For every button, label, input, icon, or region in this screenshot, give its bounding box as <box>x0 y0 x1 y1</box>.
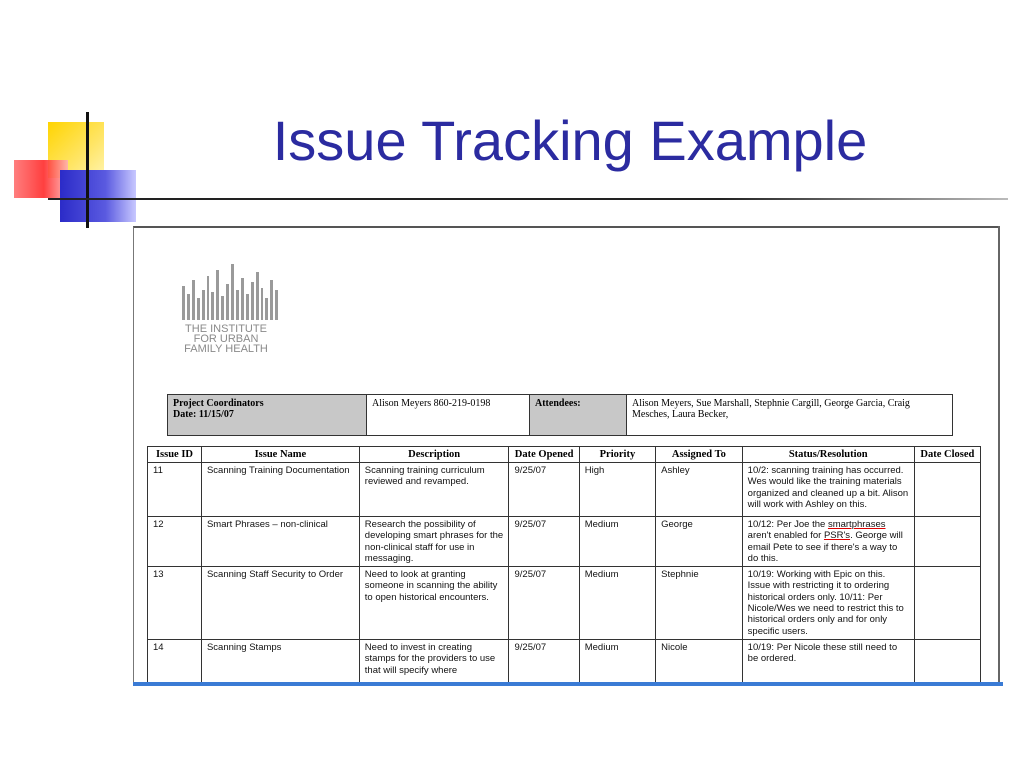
document-image <box>133 226 998 684</box>
cell-status <box>742 517 914 567</box>
logo-text-line3: FAMILY HEALTH <box>184 343 268 355</box>
cell-priority: Medium <box>579 517 655 567</box>
title-underline <box>48 198 1008 200</box>
meeting-header <box>167 394 953 436</box>
col-header-issue-name: Issue Name <box>201 447 359 463</box>
cell-date-opened: 9/25/07 <box>509 463 579 517</box>
cell-status: 10/2: scanning training has occurred. Wes would like the training materials organized and cleaned up a bit. Alison will work with Ashley on this. <box>742 463 914 517</box>
table-header-row <box>148 447 981 463</box>
coordinator-contact: Alison Meyers 860-219-0198 <box>367 395 530 435</box>
cell-date-closed <box>914 463 980 517</box>
status-text-part: 10/12: Per Joe the <box>747 519 828 530</box>
cell-priority: High <box>579 463 655 517</box>
document-bottom-edge <box>133 682 1003 686</box>
cell-issue-id: 12 <box>148 517 202 567</box>
table-row <box>148 567 981 640</box>
attendees-label: Attendees: <box>530 395 627 435</box>
date-label: Date: 11/15/07 <box>173 409 234 420</box>
cell-date-opened: 9/25/07 <box>509 517 579 567</box>
cell-priority: Medium <box>579 639 655 683</box>
logo-text-line1: THE INSTITUTE <box>185 323 267 335</box>
cell-issue-id: 11 <box>148 463 202 517</box>
cell-assigned-to: Ashley <box>656 463 743 517</box>
cell-description: Scanning training curriculum reviewed and revamped. <box>359 463 509 517</box>
cell-description: Research the possibility of developing smart phrases for the non-clinical staff for use in messaging. <box>359 517 509 567</box>
status-text-part: aren't enabled for <box>747 530 824 542</box>
cell-status: 10/19: Per Nicole these still need to be ordered. <box>742 639 914 683</box>
cell-issue-name: Smart Phrases – non-clinical <box>201 517 359 567</box>
cell-priority: Medium <box>579 567 655 640</box>
cell-date-opened: 9/25/07 <box>509 639 579 683</box>
decor-blue-square <box>60 170 136 222</box>
logo-text-line2: FOR URBAN <box>193 333 259 345</box>
cell-assigned-to: Nicole <box>656 639 743 683</box>
cell-status: 10/19: Working with Epic on this. Issue with restricting it to ordering historical orders only. 10/11: Per Nicole/Wes we need to restrict this to historical orders only and for only specific users. <box>742 567 914 640</box>
cell-issue-name: Scanning Training Documentation <box>201 463 359 517</box>
col-header-assigned-to: Assigned To <box>656 447 743 463</box>
cell-date-closed <box>914 639 980 683</box>
cell-issue-id: 13 <box>148 567 202 640</box>
cell-issue-name: Scanning Stamps <box>201 639 359 683</box>
decor-vertical-line <box>86 112 89 228</box>
status-text-part: . George will email Pete to see if there's a way to do this. <box>747 530 903 564</box>
cell-issue-name: Scanning Staff Security to Order <box>201 567 359 640</box>
cell-date-closed <box>914 567 980 640</box>
col-header-description: Description <box>359 447 509 463</box>
table-row <box>148 639 981 683</box>
issues-table <box>147 446 981 684</box>
cell-issue-id: 14 <box>148 639 202 683</box>
slide-title: Issue Tracking Example <box>272 109 868 172</box>
table-row <box>148 463 981 517</box>
cell-assigned-to: Stephnie <box>656 567 743 640</box>
cell-date-opened: 9/25/07 <box>509 567 579 640</box>
logo-bars-icon <box>182 264 278 320</box>
cell-assigned-to: George <box>656 517 743 567</box>
col-header-date-closed: Date Closed <box>914 447 980 463</box>
status-underlined-word: PSR's <box>823 530 851 542</box>
col-header-priority: Priority <box>579 447 655 463</box>
cell-description: Need to invest in creating stamps for the providers to use that will specify where <box>359 639 509 683</box>
cell-description: Need to look at granting someone in scanning the ability to open historical encounters. <box>359 567 509 640</box>
institute-logo <box>178 264 278 354</box>
col-header-status: Status/Resolution <box>742 447 914 463</box>
coordinators-label: Project Coordinators <box>173 398 264 409</box>
attendees-value: Alison Meyers, Sue Marshall, Stephnie Cargill, George Garcia, Craig Mesches, Laura Becker, <box>632 398 910 420</box>
status-underlined-word: smartphrases <box>827 519 886 530</box>
table-row <box>148 517 981 567</box>
col-header-issue-id: Issue ID <box>148 447 202 463</box>
col-header-date-opened: Date Opened <box>509 447 579 463</box>
coordinators-cell <box>168 395 367 435</box>
cell-date-closed <box>914 517 980 567</box>
